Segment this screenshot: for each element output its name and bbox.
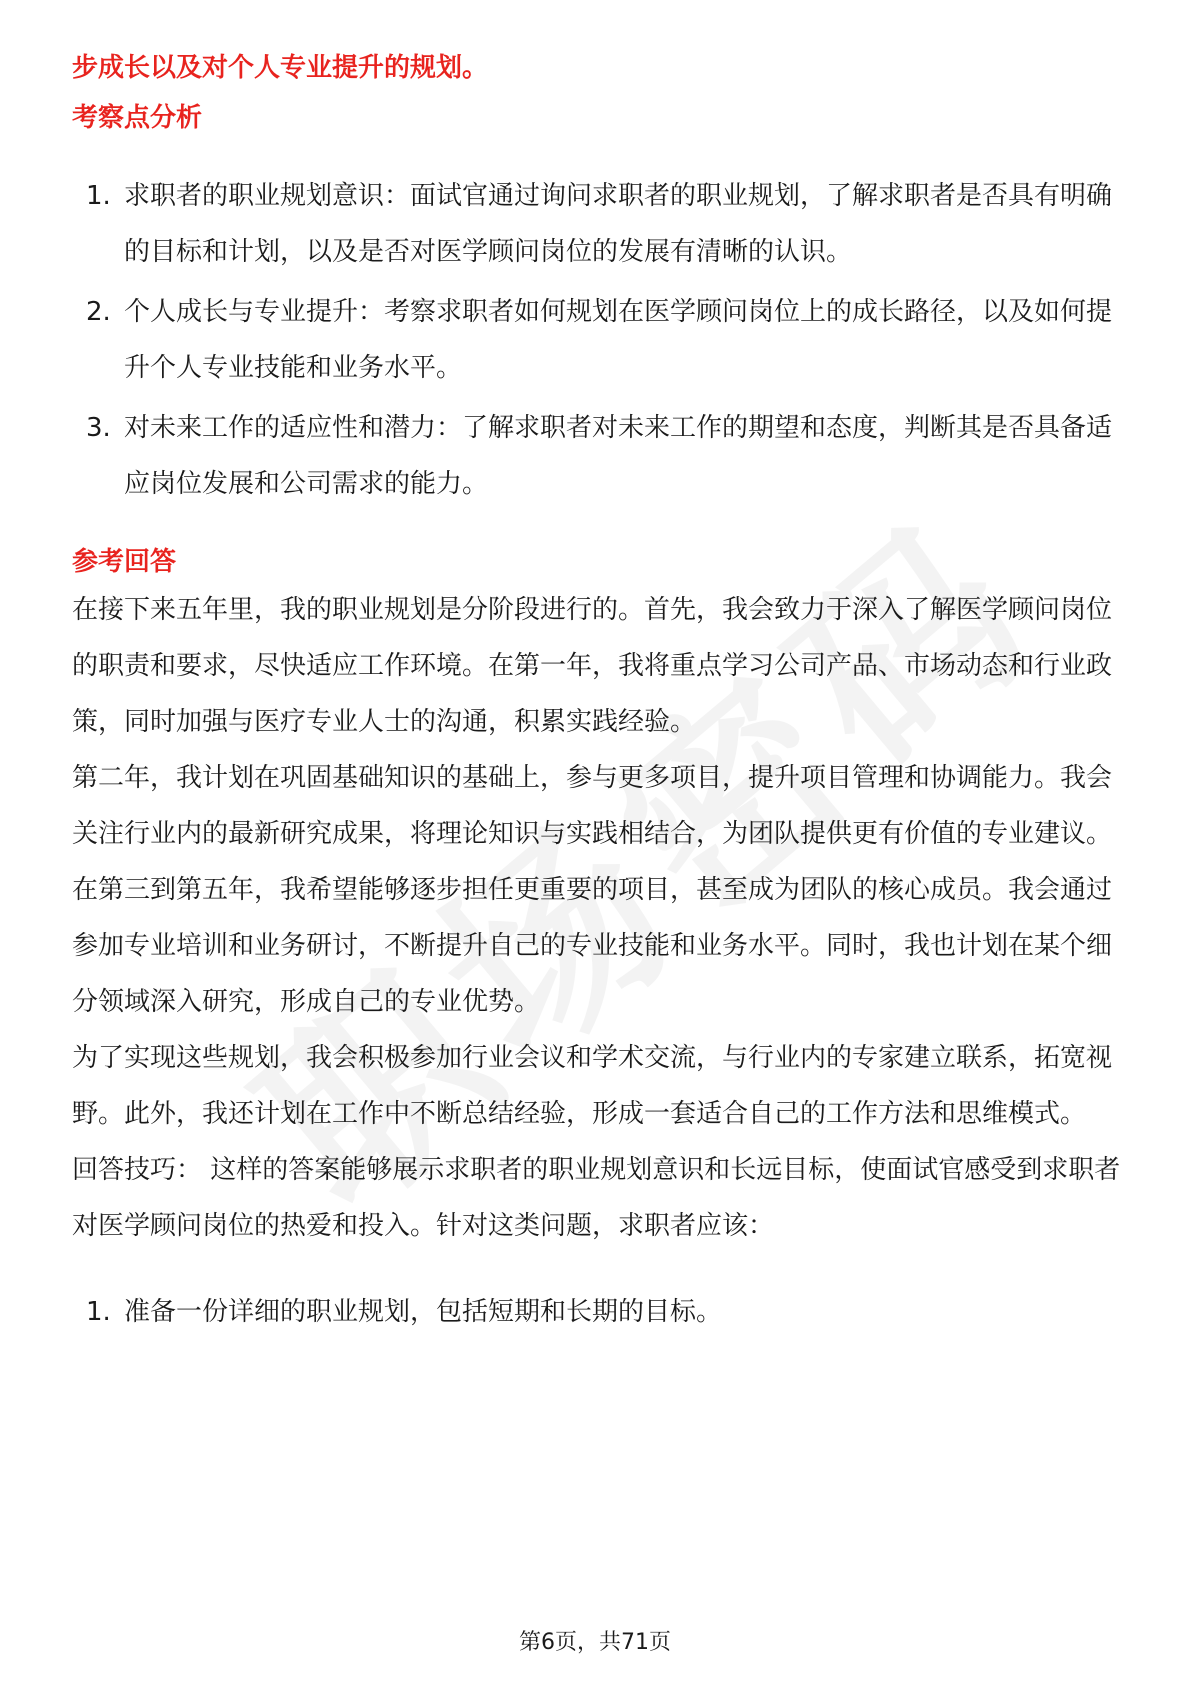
list-item (72, 1284, 1122, 1340)
page-content (72, 48, 1122, 1340)
list-item (72, 168, 1122, 280)
section-heading-analysis: 考察点分析 (72, 103, 203, 133)
answer-paragraph: 在第三到第五年，我希望能够逐步担任更重要的项目，甚至成为团队的核心成员。我会通过参加专业培训和业务研讨，不断提升自己的专业技能和业务水平。同时，我也计划在某个细分领域深入研究，形成自己的专业优势。 (72, 875, 1113, 1017)
answer-tips-paragraph: 回答技巧： 这样的答案能够展示求职者的职业规划意识和长远目标，使面试官感受到求职者对医学顾问岗位的热爱和投入。针对这类问题，求职者应该： (72, 1155, 1121, 1241)
list-item-number: 1. (86, 1297, 111, 1327)
list-item-text: 准备一份详细的职业规划，包括短期和长期的目标。 (124, 1297, 723, 1327)
list-item (72, 400, 1122, 512)
list-item-number: 2. (86, 297, 111, 327)
list-item (72, 284, 1122, 396)
tips-list (72, 1284, 1122, 1340)
list-item-text: 求职者的职业规划意识：面试官通过询问求职者的职业规划，了解求职者是否具有明确的目标和计划，以及是否对医学顾问岗位的发展有清晰的认识。 (124, 181, 1113, 267)
list-item-text: 对未来工作的适应性和潜力：了解求职者对未来工作的期望和态度，判断其是否具备适应岗位发展和公司需求的能力。 (124, 413, 1113, 499)
answer-paragraph: 第二年，我计划在巩固基础知识的基础上，参与更多项目，提升项目管理和协调能力。我会关注行业内的最新研究成果，将理论知识与实践相结合，为团队提供更有价值的专业建议。 (72, 763, 1113, 849)
answer-paragraph: 在接下来五年里，我的职业规划是分阶段进行的。首先，我会致力于深入了解医学顾问岗位的职责和要求，尽快适应工作环境。在第一年，我将重点学习公司产品、市场动态和行业政策，同时加强与医疗专业人士的沟通，积累实践经验。 (72, 595, 1113, 737)
list-item-text: 个人成长与专业提升：考察求职者如何规划在医学顾问岗位上的成长路径，以及如何提升个人专业技能和业务水平。 (124, 297, 1113, 383)
list-item-number: 3. (86, 413, 111, 443)
section-heading-answer: 参考回答 (72, 547, 177, 577)
page-footer: 第6页，共71页 (519, 1630, 671, 1655)
answer-paragraph: 为了实现这些规划，我会积极参加行业会议和学术交流，与行业内的专家建立联系，拓宽视野。此外，我还计划在工作中不断总结经验，形成一套适合自己的工作方法和思维模式。 (72, 1043, 1113, 1129)
intro-line: 步成长以及对个人专业提升的规划。 (72, 53, 489, 83)
analysis-list (72, 168, 1122, 512)
list-item-number: 1. (86, 181, 111, 211)
